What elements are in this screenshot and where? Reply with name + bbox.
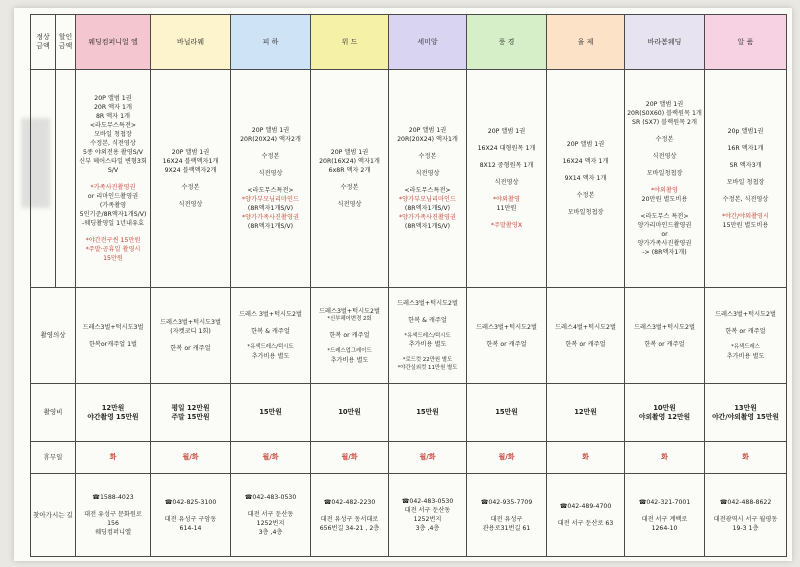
outfit-cell-line bbox=[313, 323, 386, 331]
package-cell-line: 15만원 별도비용 bbox=[722, 222, 769, 229]
package-cell-line: 20P 앨범 1권 bbox=[330, 149, 369, 156]
outfit-cell-line bbox=[469, 332, 544, 340]
outfit-cell-line: *드레스업그레이드 bbox=[327, 348, 372, 354]
package-cell-line bbox=[707, 170, 784, 178]
package-cell-line: 20P 앨범 1권 bbox=[645, 101, 684, 108]
package-cell-line: or bbox=[661, 231, 668, 238]
package-label-discount bbox=[56, 70, 76, 288]
outfit-cell-line: 드레스3벌+턱시도2벌 bbox=[476, 323, 537, 331]
outfit-cell-line bbox=[707, 319, 784, 327]
holiday-cell-2 bbox=[231, 442, 311, 474]
holiday-cell-line: 화 bbox=[742, 453, 749, 461]
package-cell-line: 수정본 bbox=[418, 153, 437, 160]
outfit-cell-line: 드레스3벌+턱시도2벌 bbox=[715, 311, 776, 319]
package-cell-line: or 리마인드촬영권 bbox=[87, 193, 139, 200]
package-cell-line: *야간전구씬 15만원 bbox=[85, 237, 141, 244]
package-cell-line bbox=[391, 161, 464, 169]
directions-cell-line: ☎042-483-0530 bbox=[244, 494, 297, 501]
outfit-cell-line: 한복 or 캐주얼 bbox=[170, 345, 211, 352]
outfit-cell-line: *유색드레스/턱시도 bbox=[247, 344, 294, 351]
holiday-cell-line: 월/화 bbox=[341, 453, 358, 461]
directions-cell-5 bbox=[467, 474, 547, 557]
outfit-cell-line: 드레스3벌+턱시도2벌 bbox=[397, 299, 458, 307]
package-cell-line bbox=[627, 144, 702, 152]
package-cell-line: *양가부모님리마인드 bbox=[242, 196, 299, 203]
holiday-cell-line: 월/화 bbox=[498, 453, 515, 461]
package-cell-line: 9X24 블랙액자2개 bbox=[164, 167, 217, 174]
package-cell-line: SR (SX7) 블랙원목 2개 bbox=[632, 119, 697, 126]
package-cell-line: 20P 앨범 1권 bbox=[94, 95, 132, 102]
package-cell-line: 16X24 액자 1개 bbox=[562, 158, 609, 165]
price-cell-line: 12만원 bbox=[574, 408, 597, 416]
directions-cell-line: 대전광역시 서구 월평동 bbox=[713, 515, 778, 523]
package-cell-line: *가족사진촬영권 bbox=[90, 184, 136, 191]
directions-cell-line: ☎042-488-8622 bbox=[719, 498, 772, 506]
directions-cell-7 bbox=[625, 474, 705, 557]
outfit-cell-line: *신부헤어변경 2회 bbox=[327, 315, 372, 322]
package-cell-line: 양가가족사진촬영권 bbox=[637, 240, 692, 247]
directions-cell-line bbox=[153, 507, 228, 515]
price-cell-8 bbox=[705, 384, 787, 442]
package-cell-line: 9X14 액자 1개 bbox=[564, 175, 607, 182]
package-cell-line: 20R 액자 1개 bbox=[94, 104, 132, 111]
package-cell-line: 20P 앨범 1권 bbox=[408, 127, 447, 134]
price-cell-0 bbox=[76, 384, 151, 442]
package-cell-4 bbox=[389, 70, 467, 288]
outfit-cell-line: 드레스3벌+턱시도3벌 bbox=[82, 323, 144, 331]
package-cell-line: 20P 앨범 1권 bbox=[566, 141, 605, 148]
outfit-cell-3 bbox=[311, 288, 389, 384]
package-cell-line: 20P 앨범 1권 bbox=[171, 149, 210, 156]
directions-cell-line: 웨딩컴퍼니엘 bbox=[95, 529, 131, 536]
package-cell-line: 식전영상 bbox=[652, 153, 677, 160]
outfit-cell-line: 한복 & 캐주얼 bbox=[408, 316, 447, 324]
package-cell-line bbox=[313, 175, 386, 183]
package-cell-line bbox=[313, 192, 386, 200]
package-cell-line bbox=[469, 187, 544, 195]
studio-header-0: 웨딩컴퍼니얼 엘 bbox=[76, 15, 151, 70]
outfit-cell-line: 추가비용 별도 bbox=[408, 341, 447, 349]
outfit-cell-line: 한복 or 캐주얼 bbox=[644, 340, 685, 348]
package-cell-line: 모바일 청첩장 bbox=[94, 131, 132, 138]
package-cell-line: 식전영상 bbox=[415, 170, 440, 177]
price-cell-5 bbox=[467, 384, 547, 442]
package-cell-line bbox=[153, 175, 228, 183]
package-cell-line: *주말촬영X bbox=[490, 222, 523, 229]
package-cell-line: (8R액자1개S/V) bbox=[247, 205, 294, 212]
outfit-cell-line: (자켓코디 1회) bbox=[170, 328, 211, 335]
directions-cell-line bbox=[627, 507, 702, 515]
package-cell-line: 16X24 블랙액자1개 bbox=[162, 158, 219, 165]
studio-header-2: 피 하 bbox=[231, 15, 311, 70]
holiday-cell-line: 월/화 bbox=[419, 453, 436, 461]
package-cell-line: SR 액자3개 bbox=[729, 162, 762, 169]
directions-cell-4 bbox=[389, 474, 467, 557]
outfit-cell-line bbox=[391, 308, 464, 316]
package-cell-1 bbox=[151, 70, 231, 288]
outfit-cell-line: 한복 & 캐주얼 bbox=[251, 328, 290, 336]
directions-cell-line: 대전 서구 둔산로 63 bbox=[557, 520, 614, 527]
outfit-cell-line: 드레스 3벌+턱시도2벌 bbox=[239, 311, 302, 319]
directions-cell-1 bbox=[151, 474, 231, 557]
directions-cell-line: ☎042-321-7001 bbox=[638, 498, 691, 506]
package-cell-line: <라도무스특전> bbox=[404, 187, 451, 194]
package-cell-line: 신부 헤어스타일 변형3회 S/V bbox=[79, 158, 147, 174]
package-cell-line: *야간/야외촬영시 bbox=[721, 213, 770, 220]
directions-cell-line bbox=[78, 502, 148, 510]
package-cell-line bbox=[627, 178, 702, 186]
package-cell-line: 20만원 별도비용 bbox=[641, 196, 688, 203]
package-cell-line: 모바일 청첩장 bbox=[726, 179, 765, 186]
price-cell-line: 주말 15만원 bbox=[171, 412, 210, 421]
directions-row bbox=[31, 474, 787, 557]
package-cell-line: *양가가족사진촬영권 bbox=[242, 214, 299, 221]
package-cell-line: 식전영상 bbox=[494, 179, 519, 186]
package-cell-line: 수정본 bbox=[655, 136, 674, 143]
package-cell-line: 수정본, 식전영상 bbox=[90, 140, 136, 147]
package-cell-line: *야외촬영 bbox=[492, 196, 520, 203]
holiday-cell-line: 월/화 bbox=[262, 453, 279, 461]
directions-cell-line: ☎042-935-7709 bbox=[480, 498, 533, 506]
directions-cell-line bbox=[469, 507, 544, 515]
price-cell-7 bbox=[625, 384, 705, 442]
outfit-cell-1 bbox=[151, 288, 231, 384]
directions-label: 찾아가시는 길 bbox=[31, 474, 76, 557]
outfit-cell-line: 한복or캐주얼 1벌 bbox=[88, 340, 138, 348]
package-cell-line: <라도무스 특전> bbox=[640, 213, 689, 220]
package-cell-line: -웨딩촬영일 1년내유효 bbox=[82, 220, 144, 227]
outfit-cell-8 bbox=[705, 288, 787, 384]
price-label: 촬영비 bbox=[31, 384, 76, 442]
directions-cell-line: 대전 유성구 동서대로 bbox=[320, 515, 379, 523]
outfit-cell-line: 한복 or 캐주얼 bbox=[725, 328, 766, 336]
price-cell-line: 15만원 bbox=[416, 408, 439, 416]
outfit-cell-line bbox=[233, 319, 308, 327]
package-cell-5 bbox=[467, 70, 547, 288]
header-row bbox=[31, 15, 787, 70]
package-cell-line bbox=[233, 144, 308, 152]
directions-cell-line: 1252번지 bbox=[256, 520, 285, 527]
package-cell-line: *주말·공휴일 촬영시 15만원 bbox=[85, 246, 141, 262]
package-cell-line: 양가리마인드촬영권 bbox=[637, 222, 692, 229]
package-cell-line: (8R액자1개S/V) bbox=[404, 205, 451, 212]
package-cell-3 bbox=[311, 70, 389, 288]
package-cell-line: (가족촬영 5인기준/8R액자1개S/V) bbox=[79, 202, 147, 218]
directions-cell-line: 대전 서구 둔산동 bbox=[404, 507, 451, 514]
package-cell-line: 수정본 bbox=[181, 184, 200, 191]
holiday-cell-7 bbox=[625, 442, 705, 474]
package-cell-line bbox=[707, 187, 784, 195]
package-cell-line: 모바일청첩장 bbox=[567, 209, 604, 216]
directions-cell-line: 614-14 bbox=[179, 524, 202, 532]
studio-header-4: 세미앙 bbox=[389, 15, 467, 70]
package-cell-line: 수정본 bbox=[261, 153, 280, 160]
directions-cell-line: 19-3 1층 bbox=[732, 524, 759, 532]
package-cell-line bbox=[391, 144, 464, 152]
outfit-cell-6 bbox=[547, 288, 625, 384]
package-cell-line bbox=[627, 161, 702, 169]
directions-cell-line: 156 bbox=[107, 520, 119, 527]
price-cell-line: 15만원 bbox=[495, 408, 518, 416]
outfit-cell-2 bbox=[231, 288, 311, 384]
package-cell-7 bbox=[625, 70, 705, 288]
package-cell-line: *양가가족사진촬영권 bbox=[399, 214, 456, 221]
package-cell-line bbox=[469, 213, 544, 221]
outfit-cell-line: 추가비용 별도 bbox=[726, 352, 765, 360]
package-cell-line bbox=[627, 204, 702, 212]
outfit-cell-line bbox=[78, 332, 148, 340]
outfit-cell-line bbox=[549, 332, 622, 340]
package-cell-line bbox=[707, 204, 784, 212]
package-cell-line bbox=[707, 153, 784, 161]
outfit-cell-0 bbox=[76, 288, 151, 384]
studio-header-6: 율 제 bbox=[547, 15, 625, 70]
directions-cell-line: ☎042-825-3100 bbox=[164, 498, 217, 506]
outfit-cell-line bbox=[627, 332, 702, 340]
package-cell-line: (8R액자1개S/V) bbox=[247, 223, 294, 230]
price-cell-line: 10만원 bbox=[338, 408, 361, 416]
package-cell-line: 8R 액자 1개 bbox=[95, 113, 131, 120]
studio-header-8: 알 품 bbox=[705, 15, 787, 70]
outfit-cell-line: *로드컷 22만원 별도 bbox=[402, 357, 453, 364]
package-cell-line: 20R(S0X60) 블랙원목 1개 bbox=[627, 110, 702, 117]
holiday-cell-0 bbox=[76, 442, 151, 474]
package-cell-line bbox=[549, 183, 622, 191]
package-cell-line: 5종 야외전용 촬영S/V bbox=[83, 149, 143, 156]
holiday-cell-line: 화 bbox=[661, 453, 668, 461]
outfit-cell-line bbox=[153, 336, 228, 344]
holiday-cell-6 bbox=[547, 442, 625, 474]
directions-cell-line bbox=[313, 507, 386, 515]
price-cell-line: 평일 12만원 bbox=[171, 403, 210, 412]
package-cell-line bbox=[549, 200, 622, 208]
package-cell-line: 식전영상 bbox=[337, 201, 362, 208]
holiday-cell-line: 화 bbox=[582, 453, 589, 461]
outfit-cell-line: 드레스4벌+턱시도2벌 bbox=[555, 323, 616, 331]
directions-cell-line: 1264-10 bbox=[651, 524, 678, 532]
outfit-cell-line: *유색드레스/턱시도 bbox=[404, 332, 451, 339]
package-cell-line: 수정본, 식전영상 bbox=[722, 196, 769, 203]
price-cell-line: 야외촬영 12만원 bbox=[638, 412, 691, 421]
studio-comparison-table bbox=[30, 14, 787, 557]
outfit-cell-line: *야간실외컷 11만원 별도 bbox=[397, 364, 458, 371]
outfit-cell-line: 드레스3벌+턱시도3벌 bbox=[160, 319, 221, 326]
outfit-cell-5 bbox=[467, 288, 547, 384]
directions-cell-line: ☎1588-4023 bbox=[92, 494, 134, 501]
package-cell-line: 식전영상 bbox=[178, 201, 203, 208]
outfit-cell-line: 드레스3벌+턱시도2벌 bbox=[634, 323, 695, 331]
header-discount-price: 할인 금액 bbox=[56, 15, 76, 70]
package-cell-line: (8R액자1개S/V) bbox=[404, 223, 451, 230]
package-cell-line bbox=[153, 192, 228, 200]
price-cell-4 bbox=[389, 384, 467, 442]
package-cell-line: 20R(20X24) 액자2개 bbox=[240, 136, 301, 143]
package-cell-line: 8X12 중형원목 1개 bbox=[479, 162, 534, 169]
package-cell-line: 6x8R 액자 2개 bbox=[328, 167, 371, 174]
directions-cell-line: 656번길 34-21 , 2층 bbox=[319, 524, 380, 532]
package-cell-line bbox=[78, 228, 148, 236]
package-cell-line: 11만원 bbox=[496, 205, 517, 212]
package-cell-line: *양가부모님리마인드 bbox=[399, 196, 456, 203]
directions-cell-line: ☎042-489-4700 bbox=[559, 503, 612, 510]
package-cell-line bbox=[627, 127, 702, 135]
directions-cell-line bbox=[549, 511, 622, 519]
package-cell-line: 20P 앨범 1권 bbox=[251, 127, 290, 134]
package-cell-line: *야외촬영 bbox=[650, 187, 678, 194]
package-cell-line: 20p 앨범1권 bbox=[727, 128, 764, 135]
directions-cell-line: 관용로31번길 61 bbox=[482, 524, 531, 532]
outfit-cell-4 bbox=[389, 288, 467, 384]
price-cell-1 bbox=[151, 384, 231, 442]
directions-cell-2 bbox=[231, 474, 311, 557]
outfit-cell-line bbox=[391, 325, 464, 333]
package-cell-line bbox=[469, 170, 544, 178]
directions-cell-line: 대전 유성구 문화원로 bbox=[84, 511, 142, 518]
package-cell-line: 20R(20X24) 액자1개 bbox=[397, 136, 458, 143]
directions-cell-line: 대전 서구 둔산동 bbox=[247, 511, 294, 518]
price-cell-line: 13만원 bbox=[734, 403, 757, 412]
package-cell-line bbox=[469, 136, 544, 144]
directions-cell-6 bbox=[547, 474, 625, 557]
holiday-cell-line: 화 bbox=[109, 453, 117, 461]
package-cell-line bbox=[391, 178, 464, 186]
price-cell-line: 12만원 bbox=[101, 403, 125, 412]
outfit-cell-line: *유색드레스 bbox=[731, 344, 760, 351]
holiday-cell-3 bbox=[311, 442, 389, 474]
holiday-cell-1 bbox=[151, 442, 231, 474]
outfit-label: 촬영의상 bbox=[31, 288, 76, 384]
price-cell-line: 10만원 bbox=[653, 403, 676, 412]
package-cell-line: 수정본 bbox=[576, 192, 595, 199]
holiday-cell-8 bbox=[705, 442, 787, 474]
package-cell-line: 20R(16X24) 액자1개 bbox=[319, 158, 380, 165]
package-cell-line bbox=[549, 149, 622, 157]
price-cell-3 bbox=[311, 384, 389, 442]
directions-cell-line: ☎042-482-2230 bbox=[323, 498, 376, 506]
holiday-row bbox=[31, 442, 787, 474]
directions-cell-line: 대전 유성구 구암동 bbox=[164, 515, 217, 523]
outfit-cell-line: 드레스3벌+턱시도2벌 bbox=[319, 307, 380, 315]
studio-header-5: 풍 경 bbox=[467, 15, 547, 70]
price-cell-line: 야간/야외촬영 15만원 bbox=[712, 412, 779, 421]
package-cell-line: 식전영상 bbox=[258, 170, 283, 177]
package-cell-0 bbox=[76, 70, 151, 288]
directions-cell-line bbox=[233, 502, 308, 510]
outfit-cell-line bbox=[313, 340, 386, 348]
header-normal-price: 정상 금액 bbox=[31, 15, 56, 70]
holiday-label: 휴무일 bbox=[31, 442, 76, 474]
outfit-row bbox=[31, 288, 787, 384]
directions-cell-line: 3층 ,4층 bbox=[415, 525, 440, 532]
holiday-cell-4 bbox=[389, 442, 467, 474]
holiday-cell-5 bbox=[467, 442, 547, 474]
price-cell-2 bbox=[231, 384, 311, 442]
directions-cell-0 bbox=[76, 474, 151, 557]
package-cell-line bbox=[549, 166, 622, 174]
studio-header-3: 위 드 bbox=[311, 15, 389, 70]
outfit-cell-line: 추가비용 별도 bbox=[251, 352, 290, 360]
price-cell-line: 15만원 bbox=[259, 408, 282, 416]
package-cell-line: 16X24 대형원목 1개 bbox=[477, 145, 536, 152]
package-cell-line bbox=[707, 136, 784, 144]
package-cell-8 bbox=[705, 70, 787, 288]
price-row bbox=[31, 384, 787, 442]
package-cell-line bbox=[233, 178, 308, 186]
directions-cell-line: 대전 서구 계백로 bbox=[641, 515, 688, 523]
studio-header-7: 바라봄웨딩 bbox=[625, 15, 705, 70]
outfit-cell-line: 추가비용 별도 bbox=[330, 356, 369, 364]
directions-cell-line: 대전 유성구 bbox=[490, 515, 523, 523]
package-label bbox=[31, 70, 56, 288]
directions-cell-line: 1252번지 bbox=[413, 516, 442, 523]
package-cell-line: 20P 앨범 1권 bbox=[487, 128, 526, 135]
package-cell-line bbox=[78, 175, 148, 183]
price-cell-6 bbox=[547, 384, 625, 442]
studio-header-1: 바닐라웨 bbox=[151, 15, 231, 70]
package-cell-line: 수정본 bbox=[340, 184, 359, 191]
directions-cell-line: ☎042-483-0530 bbox=[401, 498, 454, 505]
holiday-cell-line: 월/화 bbox=[182, 453, 199, 461]
package-cell-line: <라도무스특전> bbox=[89, 122, 137, 129]
package-cell-2 bbox=[231, 70, 311, 288]
directions-cell-line bbox=[707, 507, 784, 515]
package-cell-line: 16R 액자1개 bbox=[727, 145, 764, 152]
directions-cell-3 bbox=[311, 474, 389, 557]
price-sheet bbox=[14, 8, 792, 561]
package-row bbox=[31, 70, 787, 288]
directions-cell-line: 3층 ,4층 bbox=[258, 529, 283, 536]
package-cell-line bbox=[233, 161, 308, 169]
package-cell-line: <라도무스특전> bbox=[247, 187, 294, 194]
directions-cell-8 bbox=[705, 474, 787, 557]
price-cell-line: 야간촬영 15만원 bbox=[87, 412, 139, 421]
package-cell-line bbox=[469, 153, 544, 161]
package-cell-line: -> (8R액자1개) bbox=[642, 249, 687, 256]
outfit-cell-7 bbox=[625, 288, 705, 384]
outfit-cell-line: 한복 or 캐주얼 bbox=[329, 332, 370, 339]
package-cell-6 bbox=[547, 70, 625, 288]
outfit-cell-line: 한복 or 캐주얼 bbox=[486, 340, 527, 348]
outfit-cell-line: 한복 or 캐주얼 bbox=[565, 340, 606, 348]
package-cell-line: 모바일청첩장 bbox=[646, 170, 683, 177]
